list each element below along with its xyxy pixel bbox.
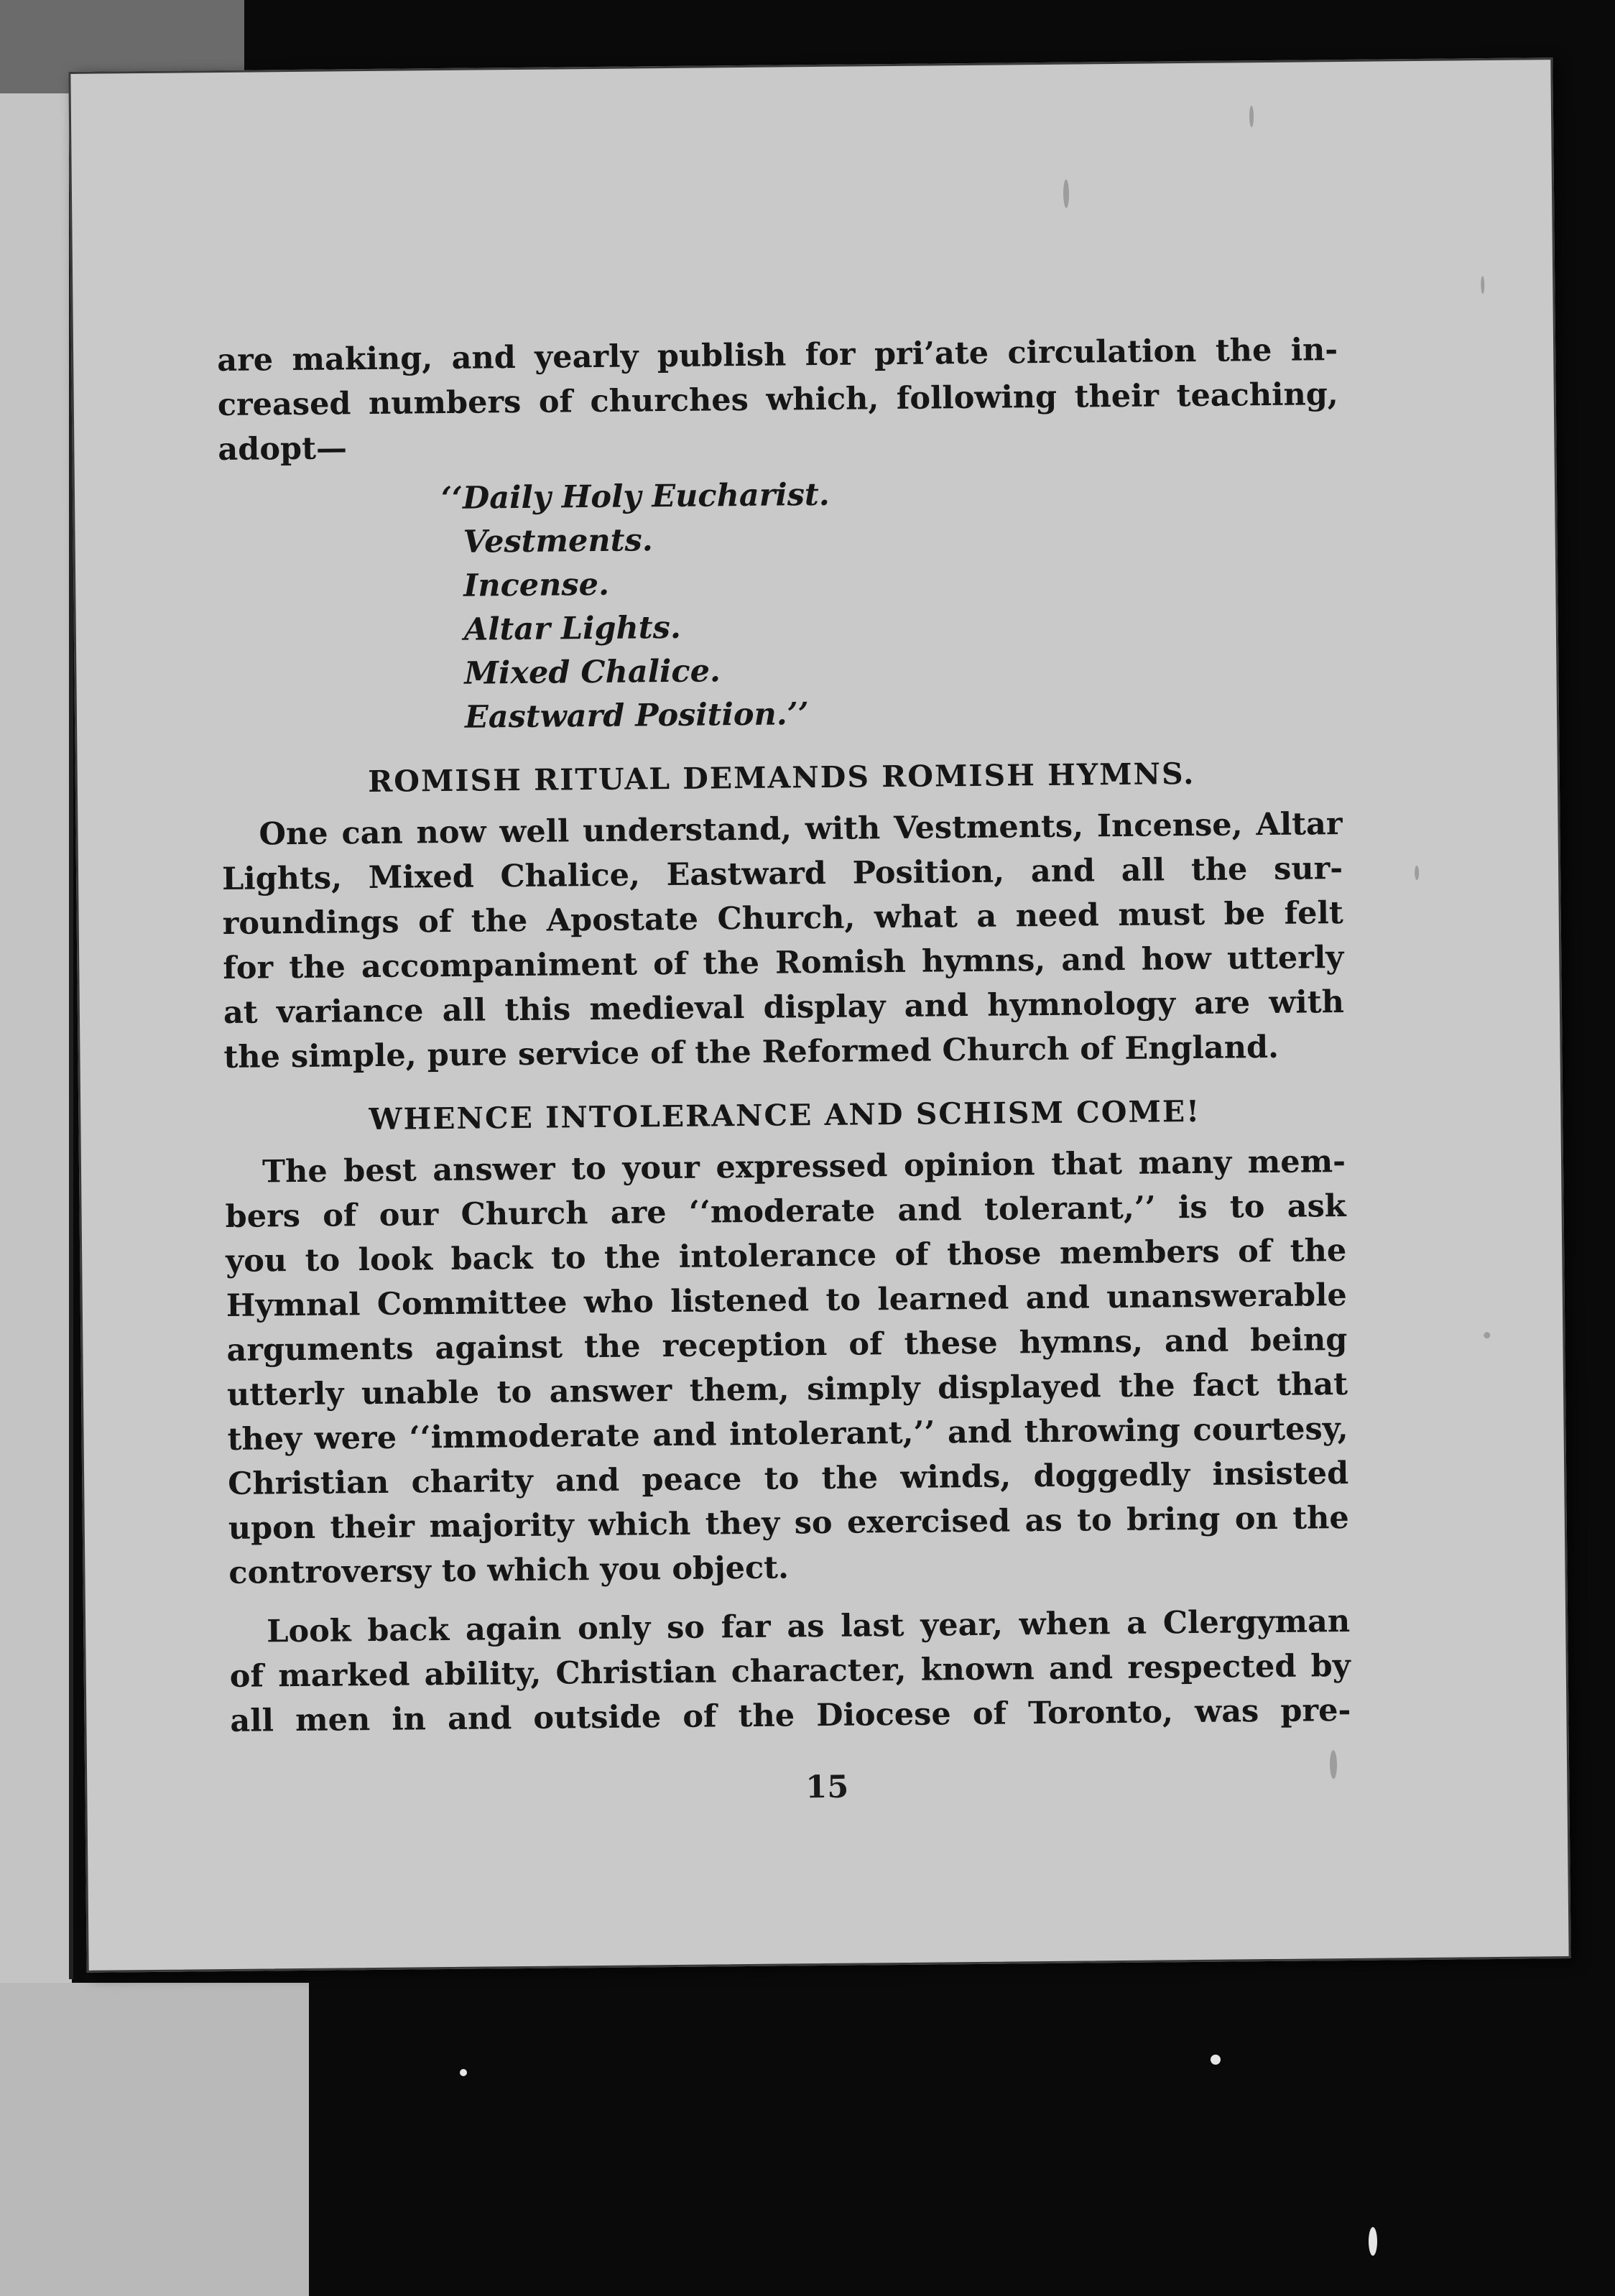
section-heading: ROMISH RITUAL DEMANDS ROMISH HYMNS. — [367, 756, 1195, 800]
text-line: adopt— — [218, 430, 348, 468]
page-text — [217, 328, 1351, 1744]
text-line: are making, and yearly publish for pri’ate circulation the in- — [216, 332, 1338, 379]
text-line: Lights, Mixed Chalice, Eastward Position, and all the sur- — [221, 851, 1343, 897]
paper-speck — [1415, 866, 1419, 880]
text-line: all men in and outside of the Diocese of Toronto, was pre- — [230, 1692, 1351, 1739]
scan-dust — [1211, 2055, 1221, 2065]
text-line: at variance all this medieval display and hymnology are with — [223, 983, 1345, 1031]
text-line: roundings of the Apostate Church, what a need must be felt — [222, 895, 1343, 942]
facing-page-edge — [0, 93, 72, 1983]
scan-dust — [1369, 2227, 1377, 2256]
quote-line: Incense. — [463, 566, 610, 604]
section-heading: WHENCE INTOLERANCE AND SCHISM COME! — [369, 1093, 1201, 1137]
quote-line: ‘‘Daily Holy Eucharist. — [440, 476, 830, 517]
text-line: for the accompaniment of the Romish hymns, and how utterly — [223, 939, 1344, 986]
paper-speck — [1063, 180, 1069, 208]
text-line: utterly unable to answer them, simply displayed the fact that — [226, 1366, 1348, 1413]
page-number: 15 — [805, 1769, 849, 1806]
text-line: Christian charity and peace to the winds, doggedly insisted — [227, 1455, 1349, 1502]
text-line: controversy to which you object. — [228, 1550, 790, 1591]
facing-page-lower-edge — [0, 1983, 309, 2296]
quote-line: Altar Lights. — [463, 609, 682, 648]
scan-dust — [460, 2069, 467, 2076]
text-line: upon their majority which they so exercised as to bring on the — [228, 1499, 1349, 1547]
text-line: creased numbers of churches which, following their teaching, — [217, 376, 1338, 424]
text-line: The best answer to your expressed opinion that many mem- — [262, 1143, 1346, 1190]
text-line: Look back again only so far as last year, when a Clergyman — [266, 1603, 1351, 1650]
text-line: you to look back to the intolerance of those members of the — [226, 1232, 1347, 1279]
quote-line: Eastward Position.’’ — [464, 696, 809, 736]
quote-line: Vestments. — [463, 522, 653, 560]
text-line: of marked ability, Christian character, known and respected by — [229, 1647, 1351, 1695]
paper-speck — [1249, 106, 1254, 127]
text-line: bers of our Church are ‘‘moderate and tolerant,’’ is to ask — [225, 1188, 1346, 1235]
text-line: Hymnal Committee who listened to learned and unanswerable — [226, 1277, 1348, 1324]
text-line: arguments against the reception of these hymns, and being — [226, 1321, 1348, 1369]
quote-line: Mixed Chalice. — [464, 653, 721, 692]
paper-speck — [1481, 276, 1484, 294]
paper-speck — [1484, 1332, 1490, 1338]
text-line: One can now well understand, with Vestments, Incense, Altar — [259, 806, 1343, 853]
book-page — [68, 57, 1570, 1973]
text-line: they were ‘‘immoderate and intolerant,’’ and throwing courtesy, — [227, 1410, 1348, 1458]
text-line: the simple, pure service of the Reformed Church of England. — [223, 1029, 1279, 1075]
